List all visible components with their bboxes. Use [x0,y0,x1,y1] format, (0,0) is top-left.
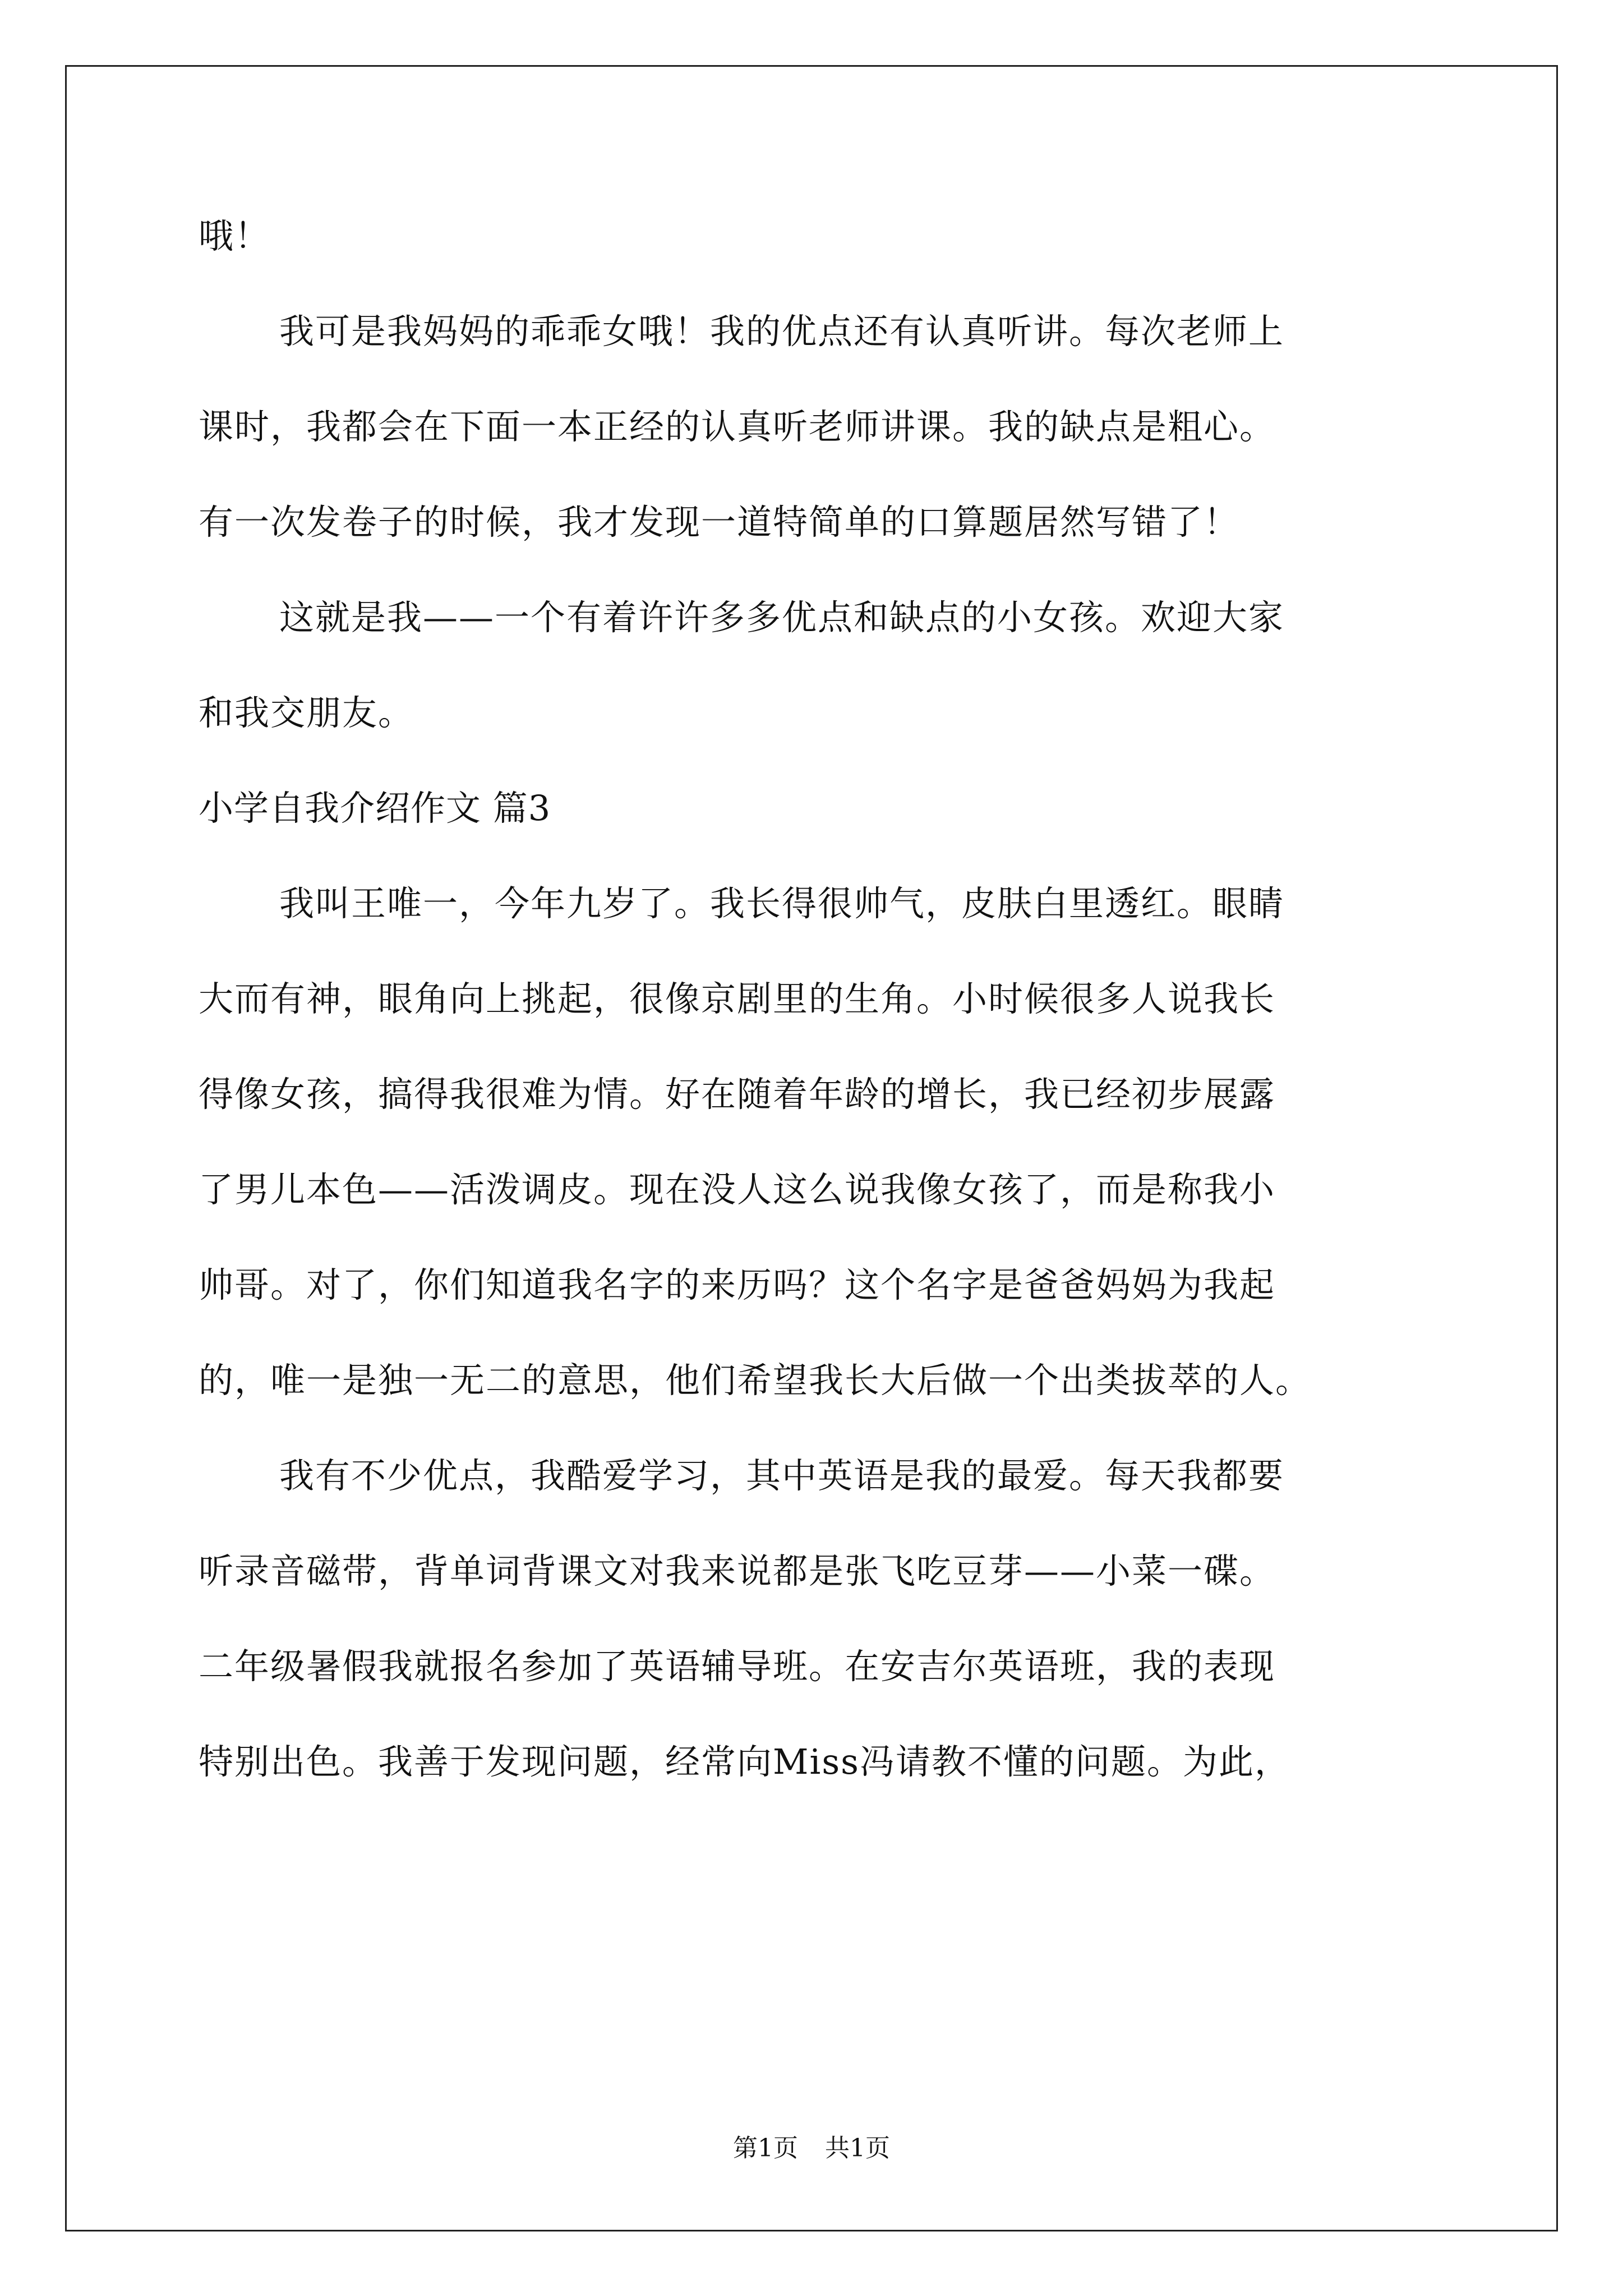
line-gap [199,355,1432,403]
paragraph-gap [199,260,1432,307]
text-line: 的，唯一是独一无二的意思，他们希望我长大后做一个出类拔萃的人。 [199,1360,1312,1401]
line-gap [199,1309,1432,1356]
paragraph-gap [199,1404,1432,1452]
section-heading: 小学自我介绍作文 篇3 [199,788,551,829]
text-line: 我叫王唯一，今年九岁了。我长得很帅气，皮肤白里透红。眼睛 [279,883,1285,924]
line-gap [199,641,1432,689]
paragraph-gap [199,832,1432,880]
text-line: 听录音磁带，背单词背课文对我来说都是张飞吃豆芽——小菜一碟。 [199,1550,1276,1591]
text-line: 这就是我——一个有着许许多多优点和缺点的小女孩。欢迎大家 [279,597,1285,638]
text-line: 哦！ [199,215,271,256]
text-line: 我有不少优点，我酷爱学习，其中英语是我的最爱。每天我都要 [279,1455,1285,1496]
line-gap [199,1595,1432,1642]
text-line: 了男儿本色——活泼调皮。现在没人这么说我像女孩了，而是称我小 [199,1169,1276,1210]
text-line: 有一次发卷子的时候，我才发现一道特简单的口算题居然写错了！ [199,501,1240,542]
text-line: 特别出色。我善于发现问题，经常向Miss冯请教不懂的问题。为此， [199,1741,1290,1782]
text-line: 帅哥。对了，你们知道我名字的来历吗？这个名字是爸爸妈妈为我起 [199,1264,1276,1305]
document-body [199,212,1432,1786]
text-line: 我可是我妈妈的乖乖女哦！我的优点还有认真听讲。每次老师上 [279,311,1285,352]
line-gap [199,1690,1432,1738]
text-line: 二年级暑假我就报名参加了英语辅导班。在安吉尔英语班，我的表现 [199,1646,1276,1687]
line-gap [199,1118,1432,1166]
page-footer [0,2133,1623,2164]
text-line: 大而有神，眼角向上挑起，很像京剧里的生角。小时候很多人说我长 [199,978,1276,1019]
line-gap [199,1499,1432,1547]
line-gap [199,927,1432,975]
text-line: 得像女孩，搞得我很难为情。好在随着年龄的增长，我已经初步展露 [199,1074,1276,1115]
page-number-total: 共1页 [825,2134,890,2162]
text-line: 课时，我都会在下面一本正经的认真听老师讲课。我的缺点是粗心。 [199,406,1276,447]
text-line: 和我交朋友。 [199,692,414,733]
paragraph-gap [199,737,1432,784]
line-gap [199,1213,1432,1261]
page-number-current: 第1页 [733,2134,798,2162]
line-gap [199,450,1432,498]
line-gap [199,1023,1432,1070]
paragraph-gap [199,546,1432,593]
